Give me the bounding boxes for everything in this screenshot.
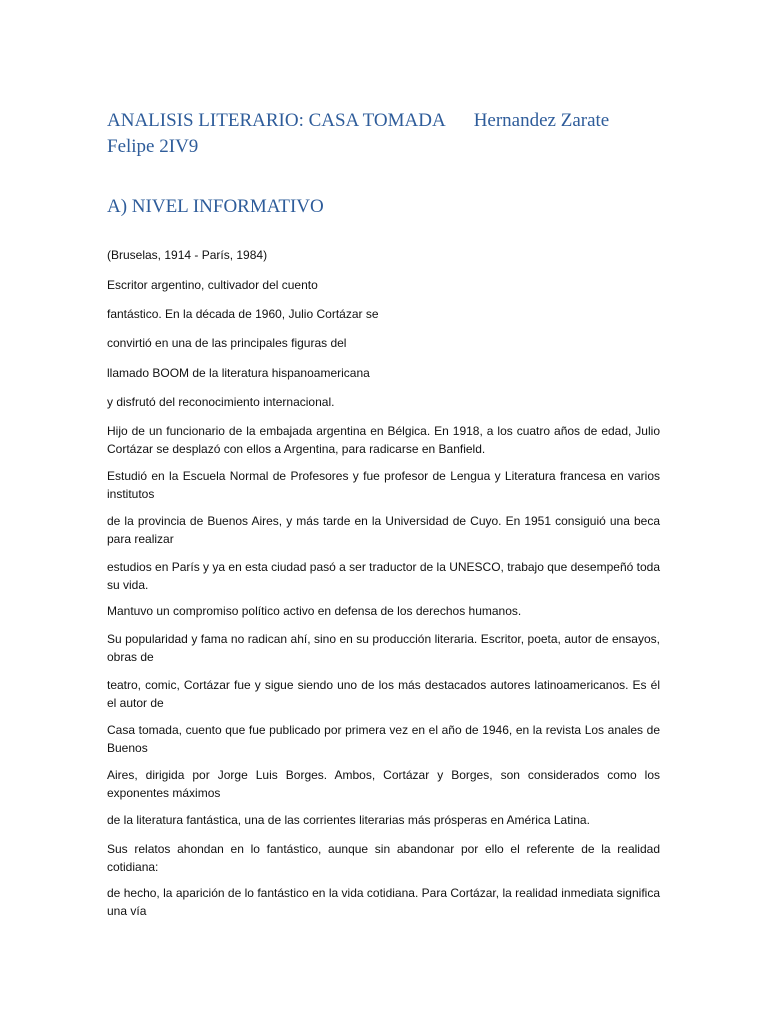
author-name: Hernandez Zarate: [473, 110, 610, 131]
title-text: ANALISIS LITERARIO: CASA TOMADA: [107, 110, 446, 131]
paragraph: llamado BOOM de la literatura hispanoamericana: [107, 366, 370, 380]
paragraph: Casa tomada, cuento que fue publicado por primera vez en el año de 1946, en la revista Los anales de Buenos: [107, 723, 660, 755]
author-group: Felipe 2IV9: [107, 136, 199, 157]
paragraph: convirtió en una de las principales figuras del: [107, 336, 347, 350]
paragraph: Sus relatos ahondan en lo fantástico, aunque sin abandonar por ello el referente de la realidad cotidiana:: [107, 842, 660, 874]
paragraph: Mantuvo un compromiso político activo en defensa de los derechos humanos.: [107, 604, 522, 618]
paragraph: Aires, dirigida por Jorge Luis Borges. Ambos, Cortázar y Borges, son considerados como los exponentes máximos: [107, 768, 660, 800]
paragraph: Hijo de un funcionario de la embajada argentina en Bélgica. En 1918, a los cuatro años de edad, Julio Cortázar se desplazó con ellos a Argentina, para radicarse en Banfield.: [107, 424, 660, 456]
paragraph-dates: (Bruselas, 1914 - París, 1984): [107, 248, 268, 262]
paragraph: de la provincia de Buenos Aires, y más tarde en la Universidad de Cuyo. En 1951 consiguió una beca para realizar: [107, 514, 660, 546]
paragraph: Escritor argentino, cultivador del cuento: [107, 278, 318, 292]
paragraph: estudios en París y ya en esta ciudad pasó a ser traductor de la UNESCO, trabajo que desempeñó toda su vida.: [107, 560, 660, 592]
paragraph: de hecho, la aparición de lo fantástico en la vida cotidiana. Para Cortázar, la realidad inmediata significa una vía: [107, 886, 660, 918]
paragraph: y disfrutó del reconocimiento internacional.: [107, 395, 335, 409]
paragraph: Su popularidad y fama no radican ahí, sino en su producción literaria. Escritor, poeta, autor de ensayos, obras de: [107, 632, 660, 664]
document-title: [107, 108, 667, 133]
paragraph: fantástico. En la década de 1960, Julio Cortázar se: [107, 307, 379, 321]
section-heading: A) NIVEL INFORMATIVO: [107, 196, 324, 217]
paragraph: de la literatura fantástica, una de las corrientes literarias más prósperas en América Latina.: [107, 813, 590, 827]
paragraph: Estudió en la Escuela Normal de Profesores y fue profesor de Lengua y Literatura francesa en varios institutos: [107, 469, 660, 501]
paragraph: teatro, comic, Cortázar fue y sigue siendo uno de los más destacados autores latinoamericanos. Es él el autor de: [107, 678, 660, 710]
